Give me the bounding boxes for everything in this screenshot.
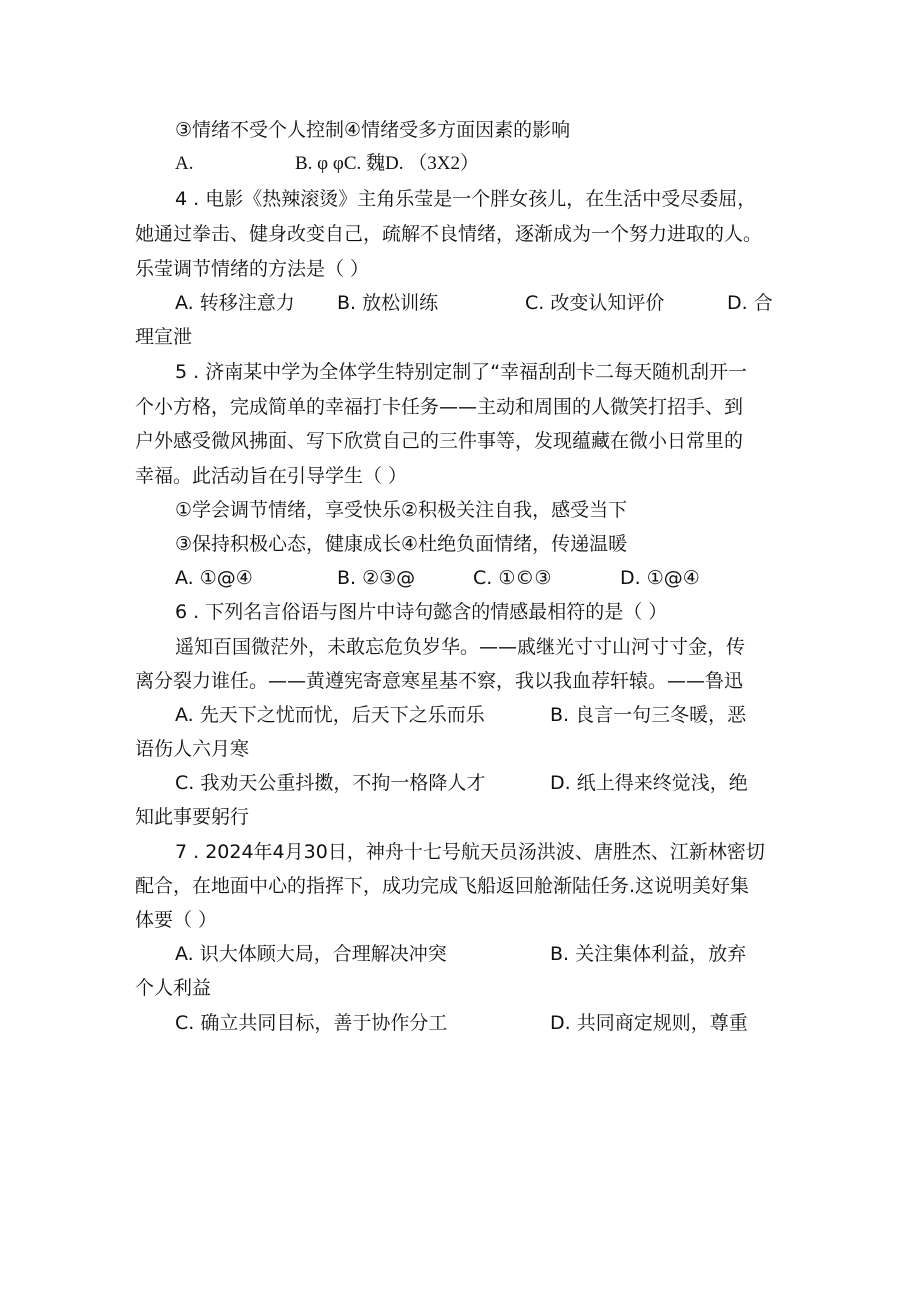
- q4-stem-line-1: 4 . 电影《热辣滚烫》主角乐莹是一个胖女孩儿，在生活中受尽委屈，: [175, 188, 757, 210]
- q7-option-d: D. 共同商定规则，尊重: [550, 1012, 748, 1034]
- q4-options-line: [175, 289, 795, 317]
- q5-options-line: [175, 564, 795, 592]
- q6-option-d: D. 纸上得来终觉浅，绝: [550, 772, 748, 794]
- q4-option-d: D. 合: [727, 292, 773, 314]
- q6-option-d-continued: 知此事要躬行: [135, 806, 250, 828]
- q7-option-c: C. 确立共同目标，善于协作分工: [175, 1012, 448, 1034]
- q7-stem-line-3: 体要（ ）: [135, 909, 218, 931]
- q4-option-d-continued: 理宣泄: [135, 326, 193, 348]
- q4-stem-line-3: 乐莹调节情绪的方法是（ ）: [135, 258, 370, 280]
- q5-statements-line-1: ①学会调节情绪，享受快乐②积极关注自我，感受当下: [175, 499, 628, 521]
- q4-option-c: C. 改变认知评价: [525, 292, 665, 314]
- q3-statements-line: ③情绪不受个人控制④情绪受多方面因素的影响: [175, 119, 571, 141]
- q5-option-b: B. ②③@: [337, 567, 416, 589]
- q6-quotes-line-2: 离分裂力谁任。——黄遵宪寄意寒星基不察，我以我血荐轩辕。——鲁迅: [135, 670, 744, 692]
- q5-option-d: D. ①@④: [620, 567, 700, 589]
- q7-stem-line-2: 配合，在地面中心的指挥下，成功完成飞船返回舱渐陆任务.这说明美好集: [135, 875, 750, 897]
- q7-options-line-2: [175, 1009, 795, 1037]
- q3-option-a: A.: [175, 153, 194, 174]
- q6-stem-line: 6 . 下列名言俗语与图片中诗句懿含的情感最相符的是（ ）: [175, 601, 668, 623]
- q3-options-line: [175, 150, 795, 178]
- q6-quotes-line-1: 遥知百国微茫外，未敢忘危负岁华。——戚继光寸寸山河寸寸金，传: [175, 636, 746, 658]
- q6-option-a: A. 先天下之忧而忧，后天下之乐而乐: [175, 704, 485, 726]
- q6-options-line-2: [175, 769, 795, 797]
- q6-option-b-continued: 语伤人六月寒: [135, 738, 250, 760]
- q3-options-bcd: B. φ φC. 魏D. （3X2）: [295, 153, 479, 174]
- q5-statements-line-2: ③保持积极心态，健康成长④杜绝负面情绪，传递温暖: [175, 533, 628, 555]
- q5-option-a: A. ①@④: [175, 567, 253, 589]
- q5-stem-line-2: 个小方格，完成简单的幸福打卡任务——主动和周围的人微笑打招手、到: [135, 396, 744, 418]
- q7-options-line-1: [175, 940, 795, 968]
- q7-option-b: B. 关注集体利益，放弃: [550, 943, 747, 965]
- q6-option-b: B. 良言一句三冬暖，恶: [550, 704, 747, 726]
- q5-stem-line-4: 幸福。此活动旨在引导学生（ ）: [135, 465, 408, 487]
- q7-option-b-continued: 个人利益: [135, 977, 212, 999]
- q4-stem-line-2: 她通过拳击、健身改变自己，疏解不良情绪，逐渐成为一个努力进取的人。: [135, 223, 763, 245]
- q6-option-c: C. 我劝天公重抖擞，不拘一格降人才: [175, 772, 486, 794]
- q5-stem-line-1: 5 . 济南某中学为全体学生特别定制了“幸福刮刮卡二每天随机刮开一: [175, 361, 748, 383]
- q4-option-a: A. 转移注意力: [175, 292, 295, 314]
- q6-options-line-1: [175, 701, 795, 729]
- q5-option-c: C. ①©③: [473, 567, 552, 589]
- q5-stem-line-3: 户外感受微风拂面、写下欣赏自己的三件事等，发现蕴藏在微小日常里的: [135, 430, 744, 452]
- q7-option-a: A. 识大体顾大局，合理解决冲突: [175, 943, 447, 965]
- q7-stem-line-1: 7 . 2024年4月30日，神舟十七号航天员汤洪波、唐胜杰、江新林密切: [175, 841, 765, 863]
- q4-option-b: B. 放松训练: [337, 292, 439, 314]
